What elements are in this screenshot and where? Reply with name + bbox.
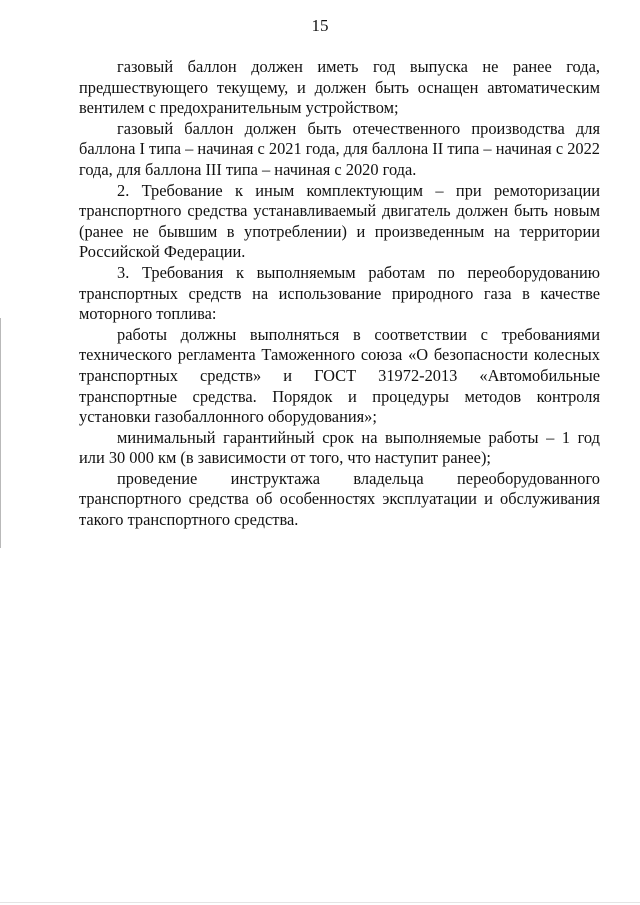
paragraph-gas-cylinder-origin: газовый баллон должен быть отечественного производства для баллона I типа – начиная с 2021 года, для баллона II типа – начиная с 2022 года, для баллона III типа – начиная с 2020 года.: [79, 118, 600, 179]
document-body: [79, 57, 600, 531]
paragraph-owner-briefing: проведение инструктажа владельца переоборудованного транспортного средства об особенностях эксплуатации и обслуживания такого транспортного средства.: [79, 468, 600, 530]
paragraph-engine-requirement: 2. Требование к иным комплектующим – при ремоторизации транспортного средства устанавливаемый двигатель должен быть новым (ранее не бывшим в употреблении) и произведенным на территории Российской Федерации.: [79, 180, 600, 262]
paragraph-gas-cylinder-year: газовый баллон должен иметь год выпуска не ранее года, предшествующего текущему, и должен быть оснащен автоматическим вентилем с предохранительным устройством;: [79, 57, 600, 118]
paragraph-warranty: минимальный гарантийный срок на выполняемые работы – 1 год или 30 000 км (в зависимости от того, что наступит ранее);: [79, 427, 600, 468]
scan-bottom-edge: [0, 902, 640, 903]
paragraph-works-standards: работы должны выполняться в соответствии с требованиями технического регламента Таможенного союза «О безопасности колесных транспортных средств» и ГОСТ 31972-2013 «Автомобильные транспортные средства. Порядок и процедуры методов контроля установки газобаллонного оборудования»;: [79, 324, 600, 427]
page-number: 15: [311, 16, 329, 35]
scan-edge-mark: [0, 318, 1, 548]
paragraph-works-requirements: 3. Требования к выполняемым работам по переоборудованию транспортных средств на использование природного газа в качестве моторного топлива:: [79, 262, 600, 324]
